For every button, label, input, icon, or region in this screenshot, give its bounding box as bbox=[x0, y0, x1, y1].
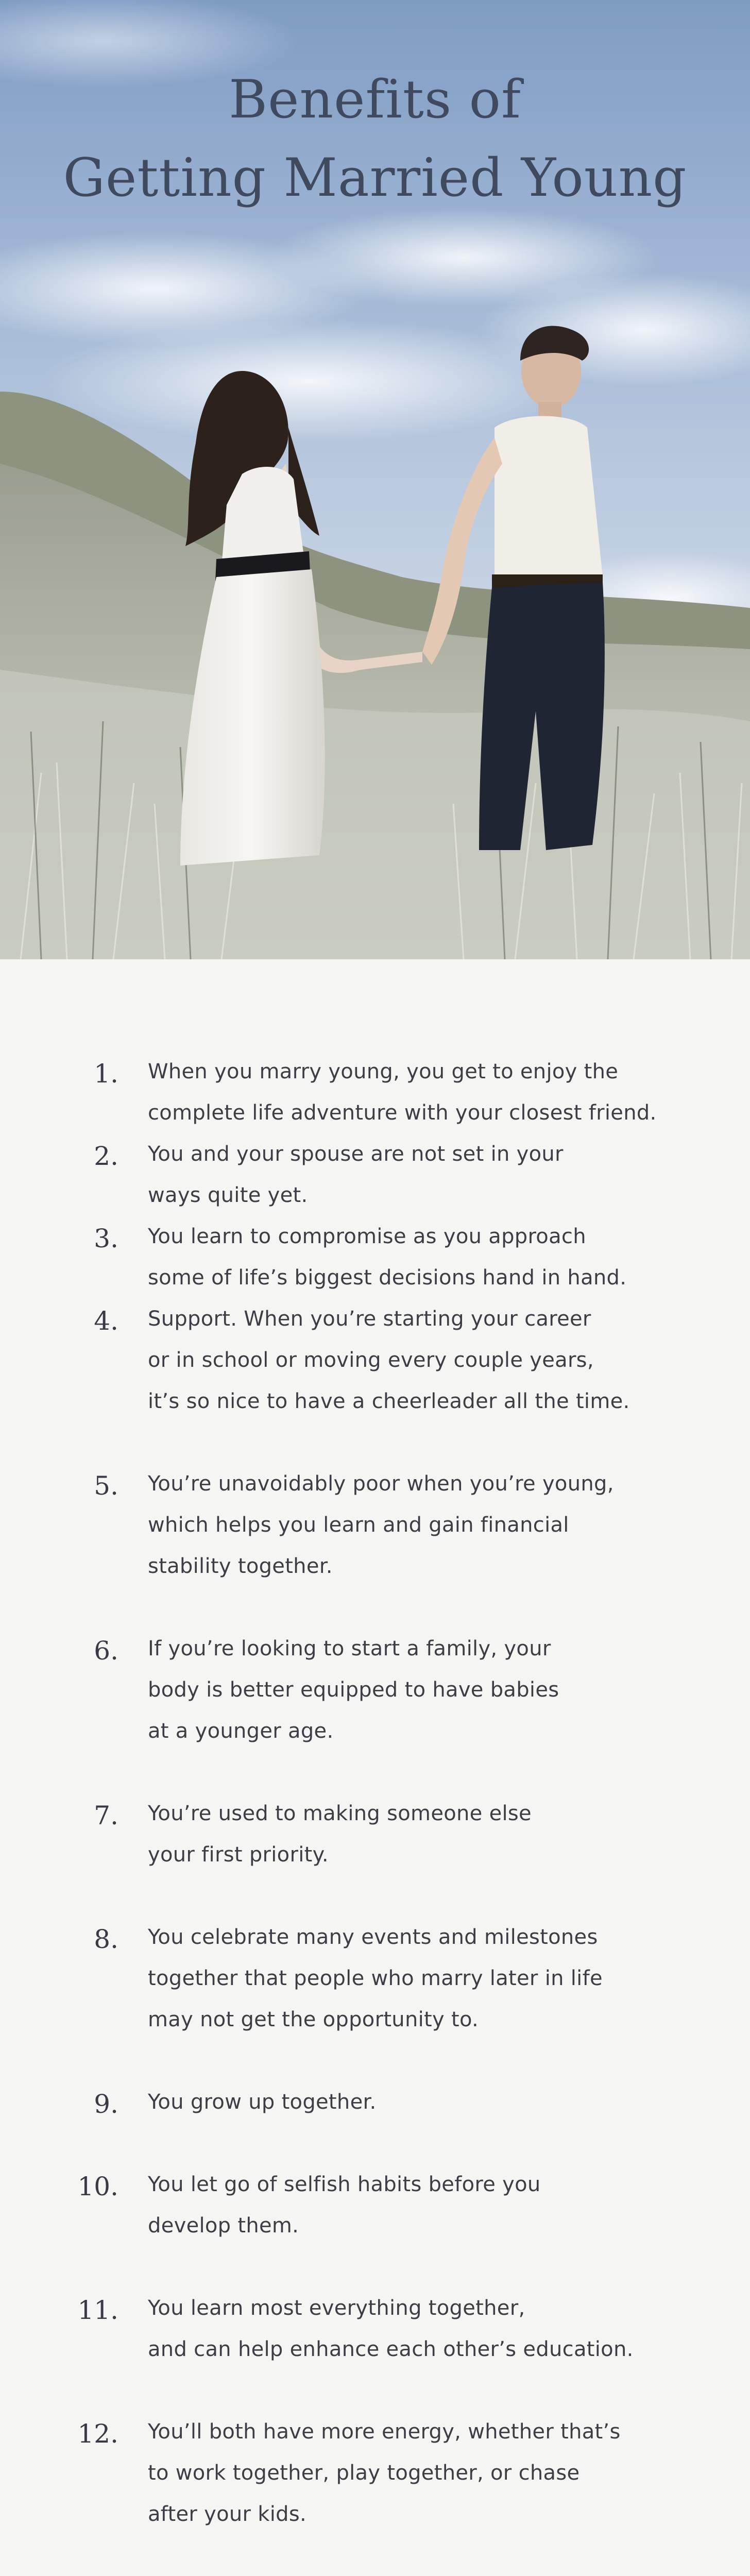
item-text bbox=[148, 1051, 694, 1133]
item-text-line: or in school or moving every couple years, bbox=[148, 1348, 594, 1372]
item-text-line: it’s so nice to have a cheerleader all the time. bbox=[148, 1389, 630, 1413]
item-text-line: together that people who marry later in life bbox=[148, 1967, 603, 1990]
item-number: 4. bbox=[94, 1306, 118, 1336]
page-title-line1: Benefits of bbox=[229, 69, 521, 130]
item-text-line: You let go of selfish habits before you bbox=[148, 2173, 541, 2196]
item-text-line: You learn to compromise as you approach bbox=[148, 1225, 586, 1248]
item-number: 12. bbox=[77, 2419, 118, 2449]
item-text bbox=[148, 2081, 694, 2123]
item-text-line: When you marry young, you get to enjoy the bbox=[148, 1060, 619, 1083]
item-text bbox=[148, 1463, 694, 1587]
item-text-line: at a younger age. bbox=[148, 1719, 334, 1743]
item-text-line: You and your spouse are not set in your bbox=[148, 1142, 564, 1166]
item-text bbox=[148, 2411, 694, 2535]
item-text-line: after your kids. bbox=[148, 2502, 307, 2526]
item-number: 7. bbox=[94, 1801, 118, 1831]
item-number: 6. bbox=[94, 1636, 118, 1666]
item-number: 8. bbox=[94, 1924, 118, 1954]
item-text-line: your first priority. bbox=[148, 1843, 329, 1867]
item-number: 11. bbox=[77, 2295, 118, 2325]
item-text-line: stability together. bbox=[148, 1554, 333, 1578]
item-text-line: and can help enhance each other’s education. bbox=[148, 2337, 634, 2361]
item-text-line: ways quite yet. bbox=[148, 1183, 308, 1207]
item-text bbox=[148, 2164, 694, 2246]
item-text-line: some of life’s biggest decisions hand in hand. bbox=[148, 1266, 627, 1290]
item-text-line: You’ll both have more energy, whether that’s bbox=[148, 2420, 621, 2444]
item-number: 9. bbox=[94, 2089, 118, 2119]
item-text-line: body is better equipped to have babies bbox=[148, 1678, 559, 1702]
item-text-line: You’re used to making someone else bbox=[148, 1802, 532, 1825]
item-text-line: may not get the opportunity to. bbox=[148, 2008, 479, 2031]
item-text bbox=[148, 1133, 694, 1216]
item-number: 10. bbox=[77, 2172, 118, 2201]
item-text bbox=[148, 1628, 694, 1752]
hero-photo bbox=[0, 0, 750, 959]
item-text-line: develop them. bbox=[148, 2214, 299, 2238]
page-title-line2: Getting Married Young bbox=[63, 147, 687, 209]
item-text-line: If you’re looking to start a family, your bbox=[148, 1637, 551, 1660]
item-number: 1. bbox=[94, 1059, 118, 1089]
item-text-line: to work together, play together, or chase bbox=[148, 2461, 580, 2485]
item-number: 5. bbox=[94, 1471, 118, 1501]
item-text-line: You celebrate many events and milestones bbox=[148, 1925, 598, 1949]
item-text bbox=[148, 1793, 694, 1875]
item-text-line: Support. When you’re starting your career bbox=[148, 1307, 591, 1331]
item-number: 3. bbox=[94, 1224, 118, 1253]
item-text bbox=[148, 1298, 694, 1422]
item-number: 2. bbox=[94, 1141, 118, 1171]
page-title bbox=[0, 61, 750, 217]
item-text bbox=[148, 2287, 694, 2370]
item-text-line: You learn most everything together, bbox=[148, 2296, 525, 2320]
item-text-line: complete life adventure with your closest friend. bbox=[148, 1101, 657, 1125]
item-text bbox=[148, 1216, 694, 1298]
item-text-line: which helps you learn and gain financial bbox=[148, 1513, 569, 1537]
item-text-line: You’re unavoidably poor when you’re young, bbox=[148, 1472, 614, 1496]
item-text-line: You grow up together. bbox=[148, 2090, 377, 2114]
item-text bbox=[148, 1917, 694, 2040]
